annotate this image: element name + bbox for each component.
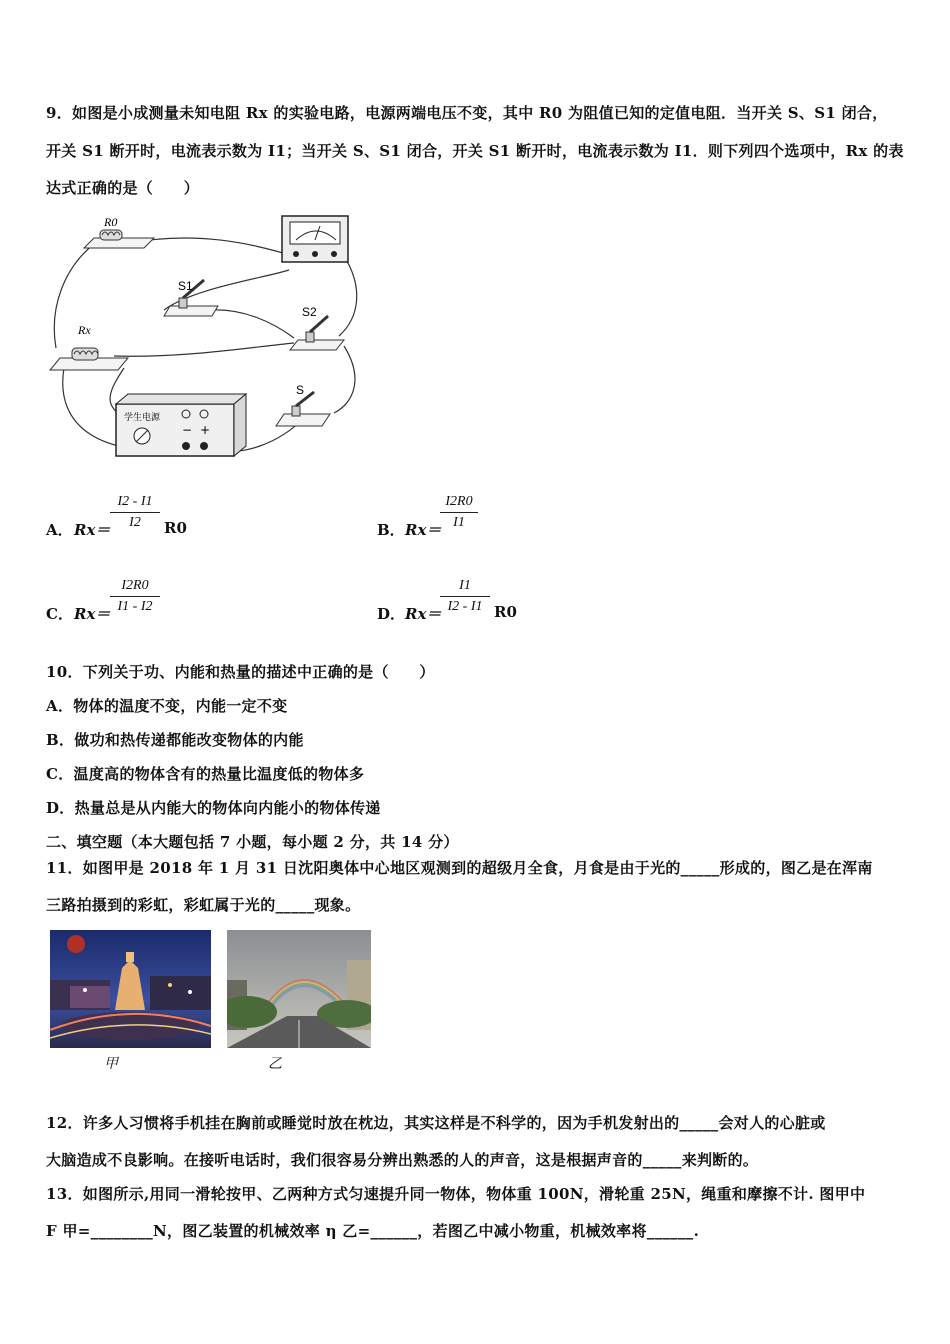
power-supply	[116, 394, 246, 456]
power-label: 学生电源	[124, 413, 161, 423]
q9-option-d-tail: R0	[494, 603, 517, 621]
q9-option-d-var: Rx＝	[405, 605, 442, 623]
rx-resistor	[50, 323, 128, 370]
q10-stem: 10．下列关于功、内能和热量的描述中正确的是（ ）	[46, 663, 435, 681]
power-minus: −	[182, 423, 193, 437]
q9-option-a-label: A．	[46, 521, 73, 539]
q9-line2: 开关 S1 断开时，电流表示数为 I1；当开关 S、S1 闭合，开关 S1 断开时，电流表示数为 I1．则下列四个选项中，Rx 的表	[46, 142, 904, 160]
q10-option-b: B．做功和热传递都能改变物体的内能	[46, 731, 304, 749]
q9-option-c-den: I1 - I2	[117, 599, 153, 614]
eclipse-photo	[50, 930, 211, 1048]
q10-option-a: A．物体的温度不变，内能一定不变	[46, 697, 288, 715]
q9-option-a-var: Rx＝	[74, 521, 111, 539]
s-label: S	[296, 383, 305, 397]
q9-option-a-num: I2 - I1	[117, 494, 153, 509]
r0-resistor	[84, 215, 154, 248]
q12-line2: 大脑造成不良影响。在接听电话时，我们很容易分辨出熟悉的人的声音，这是根据声音的_____来判断的。	[46, 1151, 759, 1169]
q13-line1: 13．如图所示,用同一滑轮按甲、乙两种方式匀速提升同一物体，物体重 100N，滑轮重 25N，绳重和摩擦不计. 图甲中	[46, 1185, 866, 1203]
q9-option-d-label: D．	[377, 605, 406, 623]
ammeter	[282, 216, 348, 262]
q9-option-a-den: I2	[129, 515, 141, 530]
q9-option-b-den: I1	[453, 515, 465, 530]
q9-option-c-num: I2R0	[121, 578, 149, 593]
power-plus: +	[200, 423, 211, 437]
q13-line2: F 甲=________N，图乙装置的机械效率 η 乙=______，若图乙中减小物重，机械效率将______.	[46, 1222, 700, 1240]
q12-line1: 12．许多人习惯将手机挂在胸前或睡觉时放在枕边，其实这样是不科学的，因为手机发射出的_____会对人的心脏或	[46, 1114, 826, 1132]
q9-option-d-den: I2 - I1	[447, 599, 483, 614]
circuit-diagram	[44, 208, 364, 470]
q9-option-b-fraction	[440, 494, 478, 531]
q9-option-d-fraction	[440, 578, 490, 615]
switch-s2	[290, 305, 344, 350]
q11-line2: 三路拍摄到的彩虹，彩虹属于光的_____现象。	[46, 896, 361, 914]
q11-line1: 11．如图甲是 2018 年 1 月 31 日沈阳奥体中心地区观测到的超级月全食，月食是由于光的_____形成的，图乙是在浑南	[46, 859, 873, 877]
q9-option-c-fraction	[110, 578, 160, 615]
q10-option-c: C．温度高的物体含有的热量比温度低的物体多	[46, 765, 365, 783]
q9-option-b-var: Rx＝	[405, 521, 442, 539]
switch-s	[276, 383, 330, 426]
r0-label: R0	[104, 215, 118, 229]
q9-option-b-num: I2R0	[445, 494, 473, 509]
q9-line3: 达式正确的是（ ）	[46, 179, 200, 197]
switch-s1	[164, 279, 218, 316]
q9-option-c-label: C．	[46, 605, 73, 623]
caption-yi: 乙	[268, 1057, 282, 1072]
rainbow-photo	[227, 930, 371, 1048]
q9-option-d-num: I1	[459, 578, 471, 593]
section-2-heading: 二、填空题（本大题包括 7 小题，每小题 2 分，共 14 分）	[46, 833, 459, 851]
caption-jia: 甲	[104, 1057, 118, 1072]
q9-option-a-tail: R0	[164, 519, 187, 537]
q10-option-d: D．热量总是从内能大的物体向内能小的物体传递	[46, 799, 381, 817]
s2-label: S2	[302, 305, 317, 319]
q9-option-a-fraction	[110, 494, 160, 531]
s1-label: S1	[178, 279, 193, 293]
q9-option-b-label: B．	[377, 521, 405, 539]
q9-option-c-var: Rx＝	[74, 605, 111, 623]
rx-label: Rx	[78, 323, 91, 337]
q9-line1: 9．如图是小成测量未知电阻 Rx 的实验电路，电源两端电压不变，其中 R0 为阻值已知的定值电阻．当开关 S、S1 闭合，	[46, 104, 888, 122]
